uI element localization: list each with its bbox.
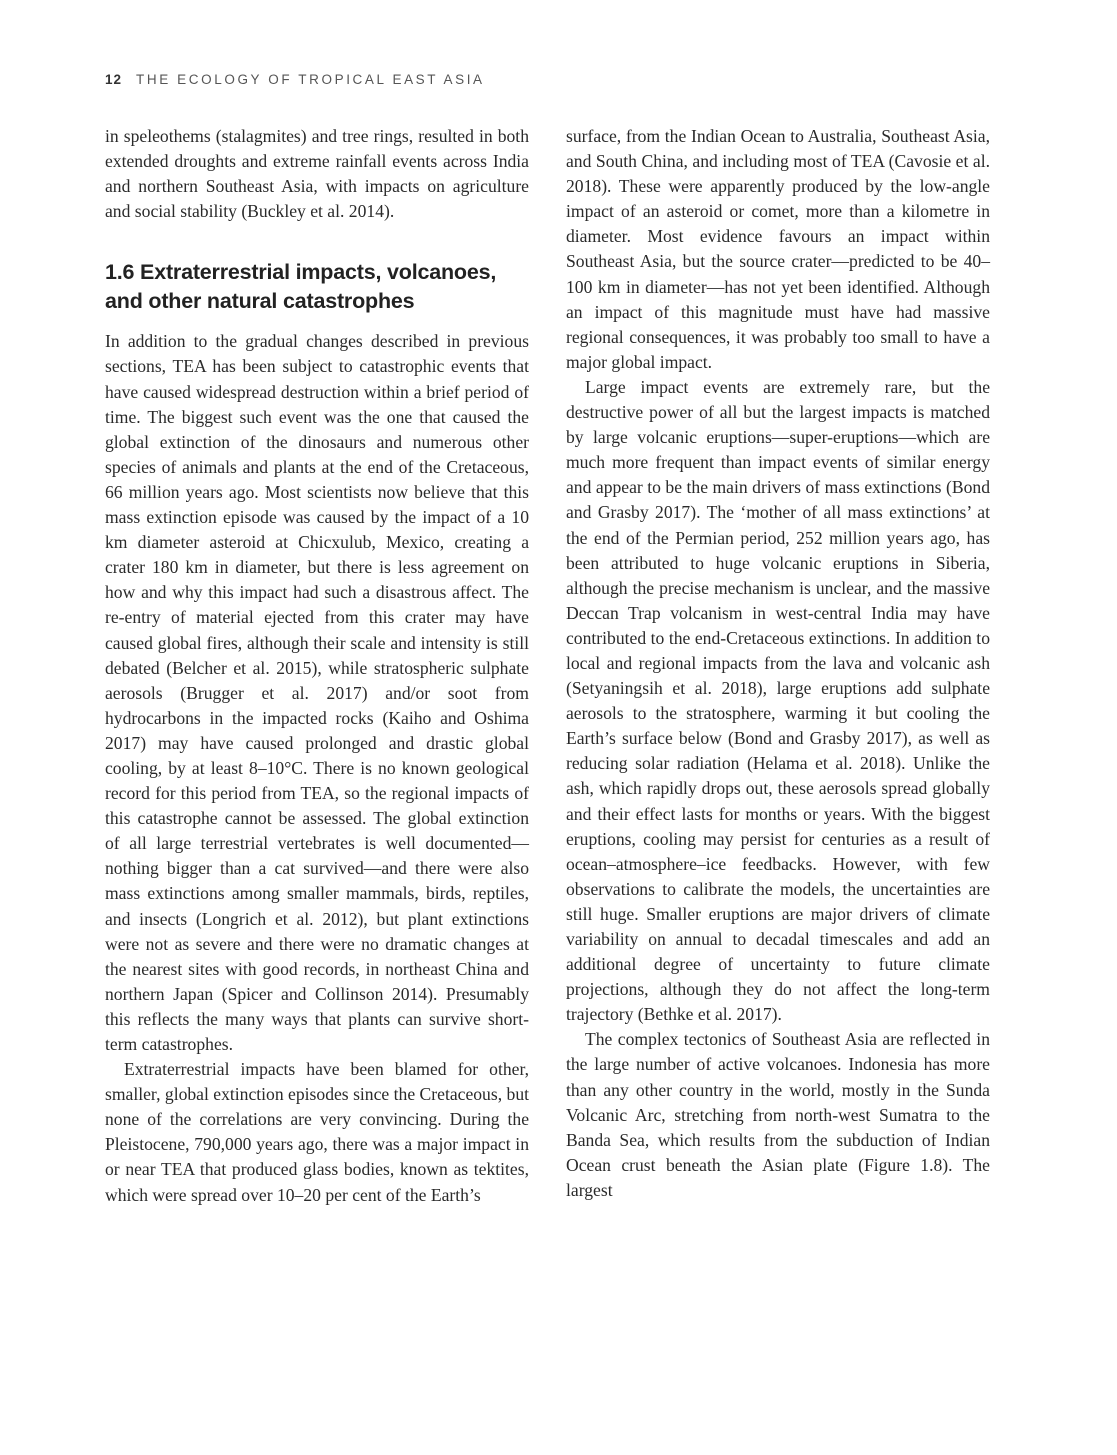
running-title: THE ECOLOGY OF TROPICAL EAST ASIA	[136, 72, 485, 87]
paragraph: Large impact events are extremely rare, but the destructive power of all but the largest impacts is matched by large volcanic eruptions—super-eruptions—which are much more frequent than impact events of similar energy and appear to be the main drivers of mass extinctions (Bond and Grasby 2017). The ‘mother of all mass extinctions’ at the end of the Permian period, 252 million years ago, has been attributed to huge volcanic eruptions in Siberia, although the precise mechanism is unclear, and the massive Deccan Trap volcanism in west-central India may have contributed to the end-Cretaceous extinctions. In addition to local and regional impacts from the lava and volcanic ash (Setyaningsih et al. 2018), large eruptions add sulphate aerosols to the stratosphere, warming it but cooling the Earth’s surface below (Bond and Grasby 2017), as well as reducing solar radiation (Helama et al. 2018). Unlike the ash, which rapidly drops out, these aerosols spread globally and their effect lasts for months or years. With the biggest eruptions, cooling may persist for centuries as a result of ocean–atmosphere–ice feedbacks. However, with few observations to calibrate the models, the uncertainties are still huge. Smaller eruptions are major drivers of climate variability on annual to decadal timescales and add an additional degree of uncertainty to future climate projections, although they do not affect the long-term trajectory (Bethke et al. 2017).	[566, 376, 990, 1025]
paragraph: Extraterrestrial impacts have been blamed for other, smaller, global extinction episodes since the Cretaceous, but none of the correlations are very convincing. During the Pleistocene, 790,000 years ago, there was a major impact in or near TEA that produced glass bodies, known as tektites, which were spread over 10–20 per cent of the Earth’s	[105, 1059, 529, 1205]
paragraph: The complex tectonics of Southeast Asia are reflected in the large number of active volcanoes. Indonesia has more than any other country in the world, mostly in the Sunda Volcanic Arc, stretching from north-west Sumatra to the Banda Sea, which results from the subduction of Indian Ocean crust beneath the Asian plate (Figure 1.8). The largest	[566, 1029, 990, 1200]
left-column	[105, 124, 529, 1208]
paragraph-continued: in speleothems (stalagmites) and tree rings, resulted in both extended droughts and extreme rainfall events across India and northern Southeast Asia, with impacts on agriculture and social stability (Buckley et al. 2014).	[105, 126, 529, 222]
paragraph: In addition to the gradual changes described in previous sections, TEA has been subject to catastrophic events that have caused widespread destruction within a brief period of time. The biggest such event was the one that caused the global extinction of the dinosaurs and numerous other species of animals and plants at the end of the Cretaceous, 66 million years ago. Most scientists now believe that this mass extinction episode was caused by the impact of a 10 km diameter asteroid at Chicxulub, Mexico, creating a crater 180 km in diameter, but there is less agreement on how and why this impact had such a disastrous affect. The re-entry of material ejected from this crater may have caused global fires, although their scale and intensity is still debated (Belcher et al. 2015), while stratospheric sulphate aerosols (Brugger et al. 2017) and/or soot from hydrocarbons in the impacted rocks (Kaiho and Oshima 2017) may have caused prolonged and drastic global cooling, by at least 8–10°C. There is no known geological record for this period from TEA, so the regional impacts of this catastrophe cannot be assessed. The global extinction of all large terrestrial vertebrates is well documented—nothing bigger than a cat survived—and there were also mass extinctions among smaller mammals, birds, reptiles, and insects (Longrich et al. 2012), but plant extinctions were not as severe and there were no dramatic changes at the nearest sites with good records, in northeast China and northern Japan (Spicer and Collinson 2014). Presumably this reflects the many ways that plants can survive short-term catastrophes.	[105, 331, 529, 1054]
right-column	[566, 124, 990, 1203]
running-header	[105, 72, 485, 87]
paragraph-continued: surface, from the Indian Ocean to Australia, Southeast Asia, and South China, and including most of TEA (Cavosie et al. 2018). These were apparently produced by the low-angle impact of an asteroid or comet, more than a kilometre in diameter. Most evidence favours an impact within Southeast Asia, but the source crater—predicted to be 40–100 km in diameter—has not yet been identified. Although an impact of this magnitude must have had massive regional consequences, it was probably too small to have a major global impact.	[566, 126, 990, 372]
section-heading: 1.6 Extraterrestrial impacts, volcanoes, and other natural catastrophes	[105, 260, 497, 314]
page-number: 12	[105, 72, 123, 87]
